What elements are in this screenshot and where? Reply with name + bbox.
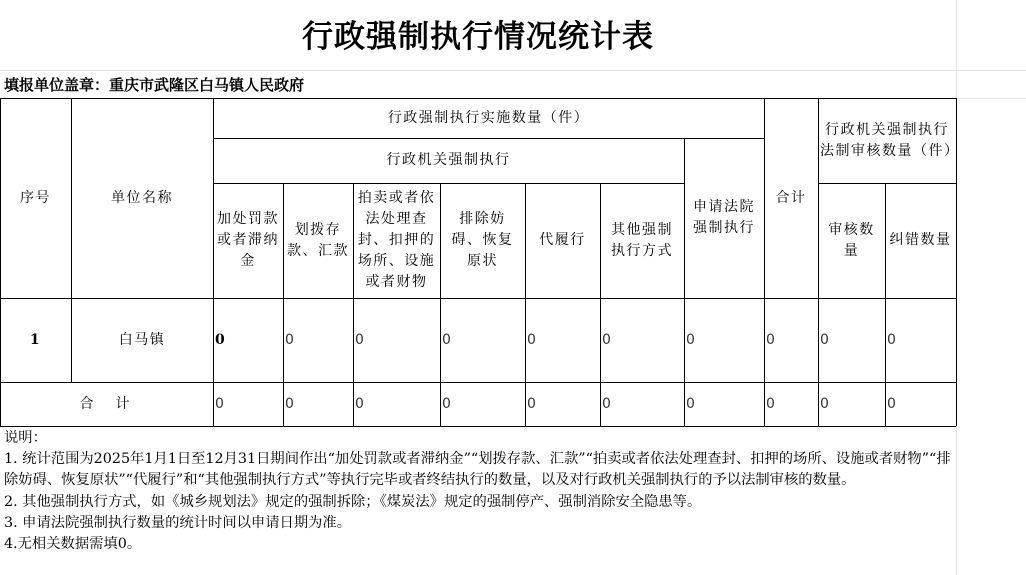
header-review [818, 98, 960, 183]
sum-value-auction: 0 [355, 395, 364, 412]
reporting-unit: 填报单位盖章：重庆市武隆区白马镇人民政府 [4, 76, 305, 94]
sum-row-label: 合 计 [79, 395, 134, 412]
note-item: 1. 统计范围为2025年1月1日至12月31日期间作出“加处罚款或者滞纳金”“划拨存款、汇款”“拍卖或者依法处理查封、扣押的场所、设施或者财物”“排除妨碍、恢复原状”“代履行”和“其他强制执行方式”等执行完毕或者终结执行的数量，以及对行政机关强制执行的予以法制审核的数量。 [4, 451, 951, 489]
header-admin-org-exec-label: 行政机关强制执行 [386, 152, 511, 168]
sum-value-court: 0 [686, 395, 695, 412]
header-auction-label: 拍卖或者依法处理查封、扣押的场所、设施或者财物 [357, 190, 436, 290]
header-implement-count [213, 98, 764, 138]
header-review-count [818, 183, 885, 298]
row-value-correction-count: 0 [887, 331, 896, 348]
row-value-other: 0 [602, 331, 611, 348]
header-other [600, 183, 684, 298]
table-border [0, 426, 956, 427]
row-value-total: 0 [766, 331, 775, 348]
header-total-label: 合计 [775, 189, 807, 206]
sum-value-other: 0 [602, 395, 611, 412]
row-value-court: 0 [686, 331, 695, 348]
notes-section [4, 428, 954, 555]
header-other-label: 其他强制执行方式 [611, 221, 673, 259]
sum-value-remove: 0 [442, 395, 451, 412]
note-item: 2. 其他强制执行方式，如《城乡规划法》规定的强制拆除；《煤炭法》规定的强制停产、强制消除安全隐患等。 [4, 493, 702, 510]
header-court [684, 138, 764, 298]
page-title: 行政强制执行情况统计表 [302, 19, 654, 55]
header-total [764, 98, 818, 298]
row-value-transfer: 0 [285, 331, 294, 348]
sum-value-total: 0 [766, 395, 775, 412]
row-value-auction: 0 [355, 331, 364, 348]
header-unit-name [71, 98, 213, 298]
sum-value-review-count: 0 [820, 395, 829, 412]
sum-value-penalty: 0 [215, 395, 224, 412]
header-implement-count-label: 行政强制执行实施数量（件） [387, 109, 590, 126]
row-value-substitute: 0 [527, 331, 536, 348]
header-review-label: 行政机关强制执行法制审核数量（件） [820, 121, 960, 159]
row-value-review-count: 0 [820, 331, 829, 348]
row-value-remove: 0 [442, 331, 451, 348]
row-seq: 1 [29, 331, 42, 348]
header-seq [0, 98, 71, 298]
header-substitute [525, 183, 600, 298]
header-seq-label: 序号 [20, 189, 51, 206]
header-penalty-label: 加处罚款或者滞纳金 [217, 211, 279, 269]
sum-value-transfer: 0 [285, 395, 294, 412]
row-unit-name: 白马镇 [118, 331, 166, 348]
header-transfer [283, 183, 353, 298]
header-penalty [213, 183, 283, 298]
header-correction-count-label: 纠错数量 [889, 232, 952, 248]
sum-value-substitute: 0 [527, 395, 536, 412]
header-review-count-label: 审核数量 [828, 221, 875, 259]
header-unit-name-label: 单位名称 [111, 189, 173, 206]
header-remove-label: 排除妨碍、恢复原状 [451, 211, 514, 269]
note-item: 4.无相关数据需填0。 [4, 536, 142, 553]
header-substitute-label: 代履行 [539, 232, 586, 248]
sum-value-correction-count: 0 [887, 395, 896, 412]
note-item: 3. 申请法院强制执行数量的统计时间以申请日期为准。 [4, 514, 352, 531]
header-auction [353, 183, 440, 298]
header-correction-count [885, 183, 956, 298]
header-transfer-label: 划拨存款、汇款 [287, 221, 349, 259]
notes-heading: 说明： [4, 430, 47, 446]
row-value-penalty: 0 [215, 331, 225, 348]
header-remove [440, 183, 525, 298]
header-court-label: 申请法院强制执行 [693, 199, 755, 236]
header-admin-org-exec [213, 138, 684, 183]
